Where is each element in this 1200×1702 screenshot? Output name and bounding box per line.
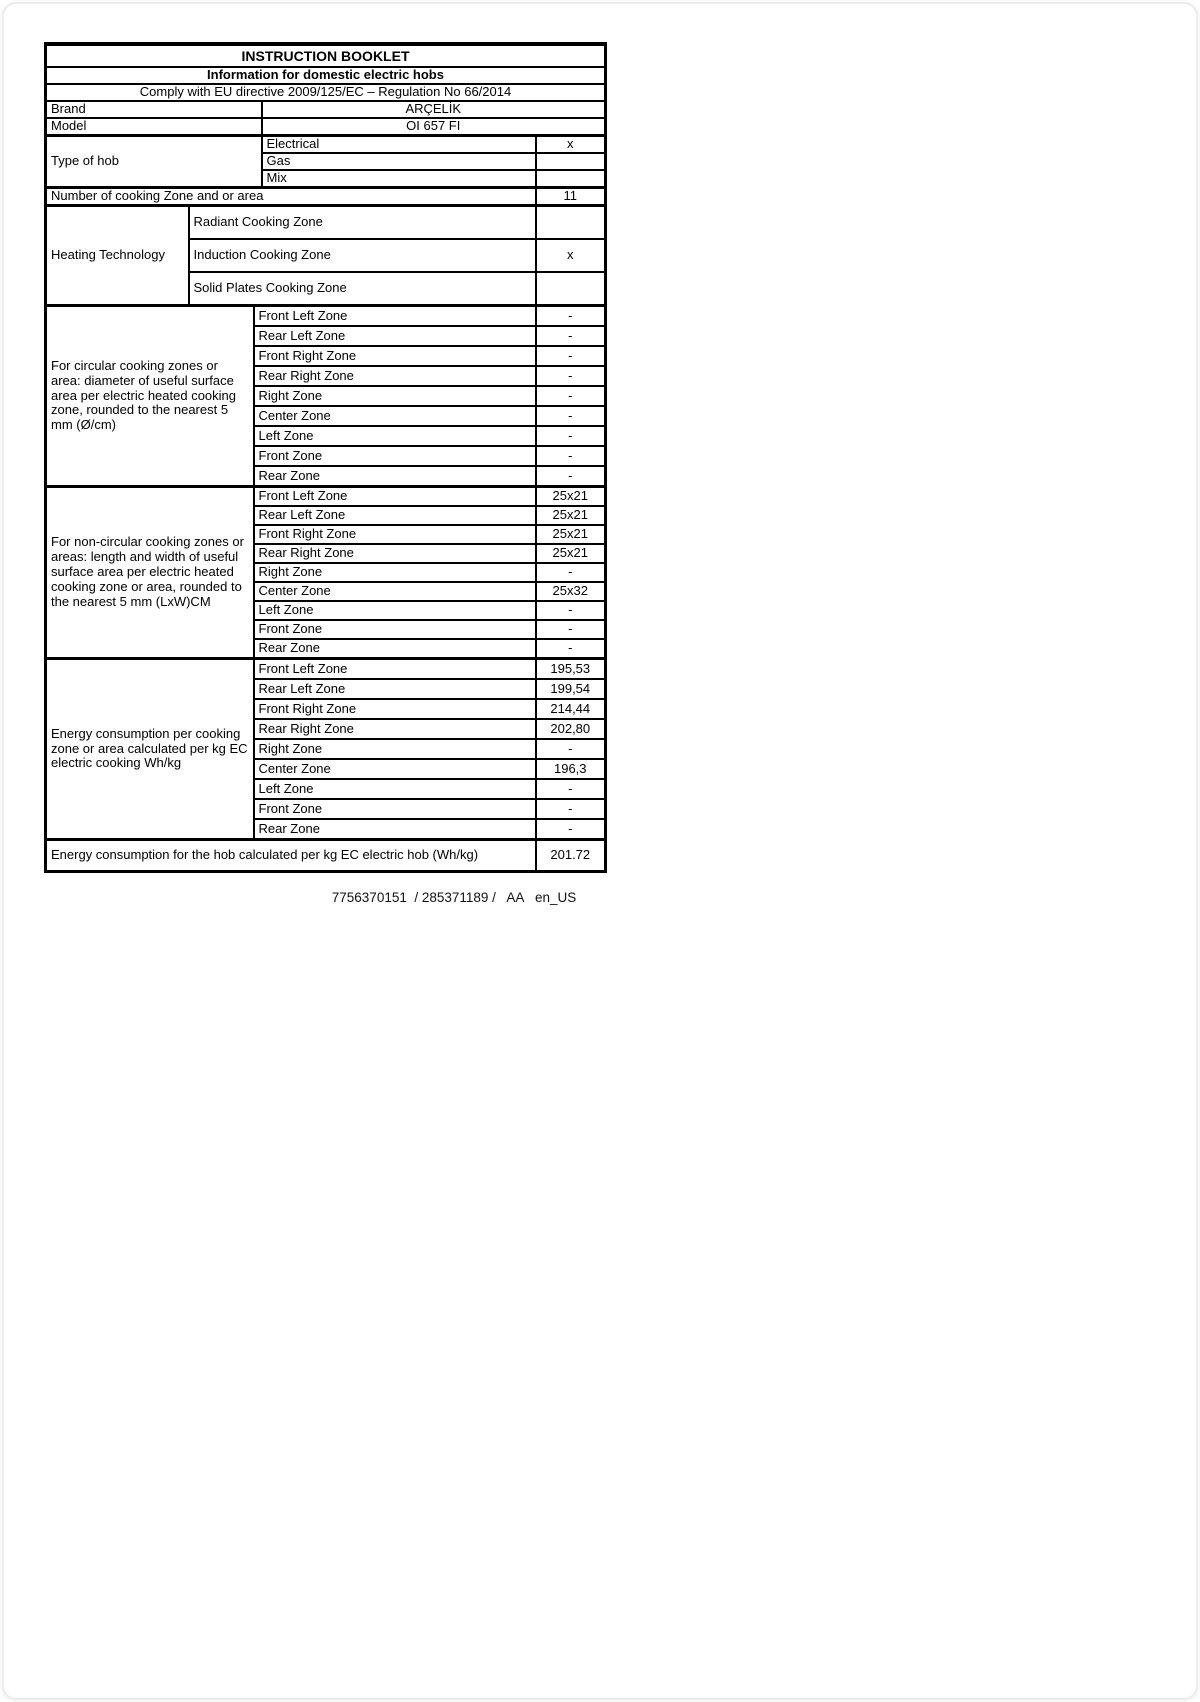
hob-type-section-label: Type of hob bbox=[46, 136, 262, 188]
zone-value: - bbox=[536, 739, 606, 759]
zone-label: Front Left Zone bbox=[254, 487, 536, 507]
zone-value: 25x21 bbox=[536, 525, 606, 544]
zone-label: Front Zone bbox=[254, 446, 536, 466]
zone-label: Front Right Zone bbox=[254, 525, 536, 544]
brand-row bbox=[46, 101, 606, 118]
heating-section-label: Heating Technology bbox=[46, 206, 189, 306]
zone-label: Rear Right Zone bbox=[254, 544, 536, 563]
zone-label: Rear Left Zone bbox=[254, 679, 536, 699]
zone-value: - bbox=[536, 620, 606, 639]
hob-type-label: Electrical bbox=[262, 136, 536, 154]
zone-label: Rear Zone bbox=[254, 466, 536, 487]
page-card bbox=[2, 2, 1198, 1700]
zone-value: 199,54 bbox=[536, 679, 606, 699]
zone-label: Center Zone bbox=[254, 406, 536, 426]
zone-label: Rear Zone bbox=[254, 639, 536, 659]
zone-label: Center Zone bbox=[254, 582, 536, 601]
hob-type-value bbox=[536, 153, 606, 170]
heating-label: Induction Cooking Zone bbox=[189, 239, 536, 272]
brand-label: Brand bbox=[46, 101, 262, 118]
heating-value bbox=[536, 206, 606, 240]
hob-type-label: Mix bbox=[262, 170, 536, 188]
document-footer: 7756370151 / 285371189 / AA en_US bbox=[331, 890, 577, 905]
brand-value: ARÇELİK bbox=[262, 101, 606, 118]
zone-value: - bbox=[536, 426, 606, 446]
zone-label: Front Zone bbox=[254, 799, 536, 819]
zone-label: Front Right Zone bbox=[254, 346, 536, 366]
zone-label: Front Left Zone bbox=[254, 306, 536, 327]
zones-count-value: 11 bbox=[536, 188, 606, 206]
zone-label: Front Right Zone bbox=[254, 699, 536, 719]
zone-value: - bbox=[536, 366, 606, 386]
zone-row bbox=[46, 306, 606, 327]
zone-label: Rear Right Zone bbox=[254, 719, 536, 739]
model-value: OI 657 FI bbox=[262, 118, 606, 136]
heating-value bbox=[536, 272, 606, 306]
model-row bbox=[46, 118, 606, 136]
zone-value: - bbox=[536, 779, 606, 799]
zones-count-row bbox=[46, 188, 606, 206]
zone-value: 25x21 bbox=[536, 487, 606, 507]
hob-type-value: x bbox=[536, 136, 606, 154]
zone-value: - bbox=[536, 799, 606, 819]
energy-total-value: 201.72 bbox=[536, 840, 606, 872]
zone-value: - bbox=[536, 819, 606, 840]
zone-value: 25x21 bbox=[536, 506, 606, 525]
table-row bbox=[46, 84, 606, 101]
zone-value: 196,3 bbox=[536, 759, 606, 779]
zone-label: Rear Zone bbox=[254, 819, 536, 840]
zone-label: Left Zone bbox=[254, 601, 536, 620]
zone-row bbox=[46, 659, 606, 680]
energy-section-label: Energy consumption per cooking zone or area calculated per kg EC electric cooking Wh/kg bbox=[46, 659, 254, 840]
zone-value: 202,80 bbox=[536, 719, 606, 739]
zone-value: - bbox=[536, 306, 606, 327]
zones-count-label: Number of cooking Zone and or area bbox=[46, 188, 536, 206]
zone-value: 214,44 bbox=[536, 699, 606, 719]
directive-text: Comply with EU directive 2009/125/EC – Regulation No 66/2014 bbox=[46, 84, 606, 101]
table-subtitle: Information for domestic electric hobs bbox=[46, 67, 606, 84]
table-title: INSTRUCTION BOOKLET bbox=[46, 44, 606, 67]
zone-label: Front Zone bbox=[254, 620, 536, 639]
non-circular-section-label: For non-circular cooking zones or areas: length and width of useful surface area per electric heated cooking zone or area, rounded to the nearest 5 mm (LxW)CM bbox=[46, 487, 254, 659]
zone-label: Right Zone bbox=[254, 563, 536, 582]
zone-label: Left Zone bbox=[254, 779, 536, 799]
zone-value: - bbox=[536, 563, 606, 582]
table-row bbox=[46, 44, 606, 67]
zone-label: Rear Right Zone bbox=[254, 366, 536, 386]
hob-type-label: Gas bbox=[262, 153, 536, 170]
zone-value: 25x32 bbox=[536, 582, 606, 601]
zone-label: Front Left Zone bbox=[254, 659, 536, 680]
zone-label: Right Zone bbox=[254, 386, 536, 406]
zone-label: Center Zone bbox=[254, 759, 536, 779]
energy-total-row bbox=[46, 840, 606, 872]
zone-value: - bbox=[536, 466, 606, 487]
circular-section-label: For circular cooking zones or area: diameter of useful surface area per electric heated cooking zone, rounded to the nearest 5 mm (Ø/cm) bbox=[46, 306, 254, 487]
heating-value: x bbox=[536, 239, 606, 272]
zone-value: - bbox=[536, 386, 606, 406]
zone-value: - bbox=[536, 639, 606, 659]
zone-value: 195,53 bbox=[536, 659, 606, 680]
zone-value: 25x21 bbox=[536, 544, 606, 563]
heating-label: Radiant Cooking Zone bbox=[189, 206, 536, 240]
zone-row bbox=[46, 487, 606, 507]
energy-total-label: Energy consumption for the hob calculated per kg EC electric hob (Wh/kg) bbox=[46, 840, 536, 872]
zone-label: Rear Left Zone bbox=[254, 326, 536, 346]
zone-label: Right Zone bbox=[254, 739, 536, 759]
zone-value: - bbox=[536, 346, 606, 366]
zone-label: Rear Left Zone bbox=[254, 506, 536, 525]
instruction-table bbox=[44, 42, 607, 873]
hob-type-value bbox=[536, 170, 606, 188]
zone-value: - bbox=[536, 601, 606, 620]
heating-row bbox=[46, 206, 606, 240]
table-row bbox=[46, 67, 606, 84]
heating-label: Solid Plates Cooking Zone bbox=[189, 272, 536, 306]
zone-value: - bbox=[536, 406, 606, 426]
zone-label: Left Zone bbox=[254, 426, 536, 446]
hob-type-row bbox=[46, 136, 606, 154]
zone-value: - bbox=[536, 326, 606, 346]
model-label: Model bbox=[46, 118, 262, 136]
zone-value: - bbox=[536, 446, 606, 466]
